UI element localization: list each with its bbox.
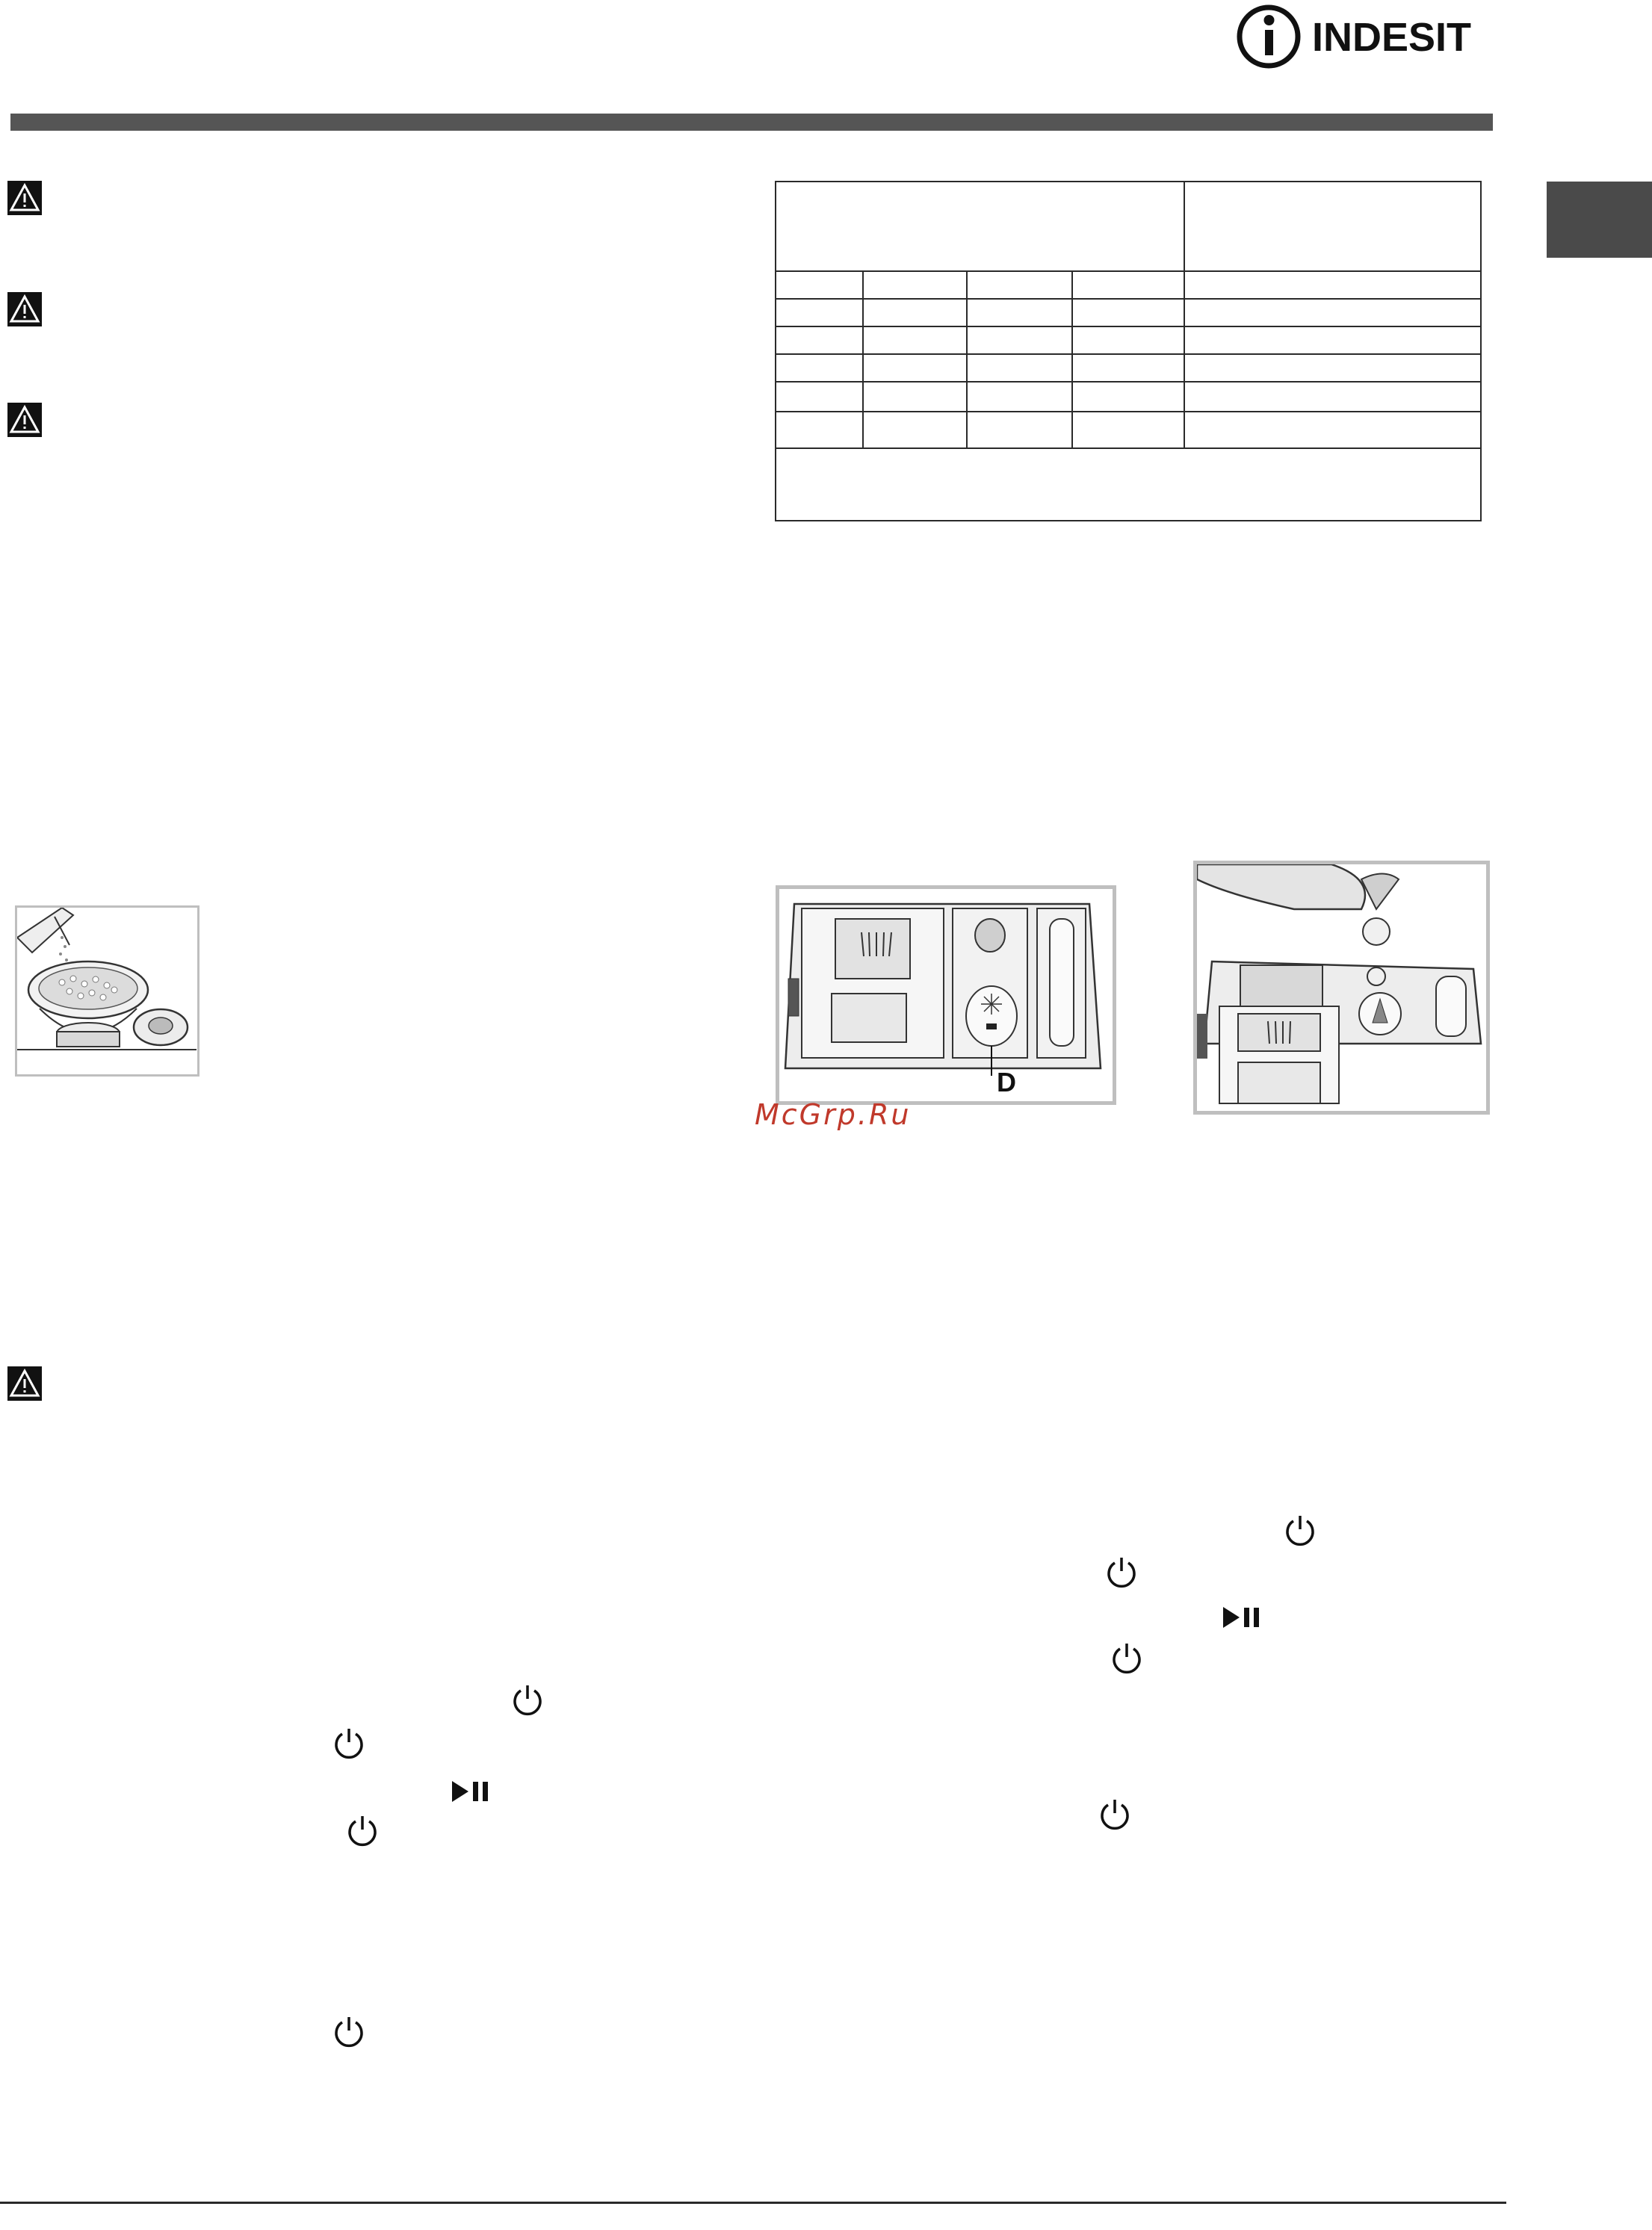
power-icon	[1109, 1641, 1145, 1676]
power-icon	[344, 1813, 380, 1849]
warning-triangle-icon	[7, 181, 42, 215]
table-row-divider	[776, 447, 1480, 449]
table-row-divider	[776, 326, 1480, 327]
detergent-dispenser-illustration	[776, 885, 1116, 1105]
figure-label-d: D	[997, 1067, 1016, 1097]
watermark-text: McGrp.Ru	[755, 1098, 912, 1131]
table-row-divider	[776, 411, 1480, 412]
table-row-divider	[776, 270, 1480, 272]
table-column-divider	[966, 270, 968, 449]
brand-logo-text: INDESIT	[1312, 15, 1472, 60]
power-icon	[510, 1682, 545, 1718]
language-tab	[1547, 182, 1652, 258]
power-icon	[1104, 1555, 1139, 1591]
table-column-divider	[1184, 182, 1185, 449]
rinse-aid-illustration	[1193, 861, 1490, 1115]
table-row-divider	[776, 298, 1480, 300]
play-pause-icon	[451, 1780, 491, 1803]
warning-triangle-icon	[7, 292, 42, 326]
table-column-divider	[1071, 270, 1073, 449]
water-hardness-table	[775, 181, 1482, 521]
table-column-divider	[862, 270, 864, 449]
power-icon	[1097, 1797, 1133, 1833]
warning-triangle-icon	[7, 1366, 42, 1401]
table-row-divider	[776, 381, 1480, 382]
footer-rule	[0, 2202, 1506, 2204]
warning-triangle-icon	[7, 403, 42, 437]
header-rule	[10, 114, 1493, 131]
salt-container-illustration	[15, 905, 199, 1077]
power-icon	[331, 1726, 367, 1762]
play-pause-icon	[1222, 1605, 1262, 1629]
power-icon	[1282, 1513, 1318, 1549]
power-icon	[331, 2014, 367, 2050]
brand-logo	[1234, 1, 1497, 73]
table-row-divider	[776, 353, 1480, 355]
